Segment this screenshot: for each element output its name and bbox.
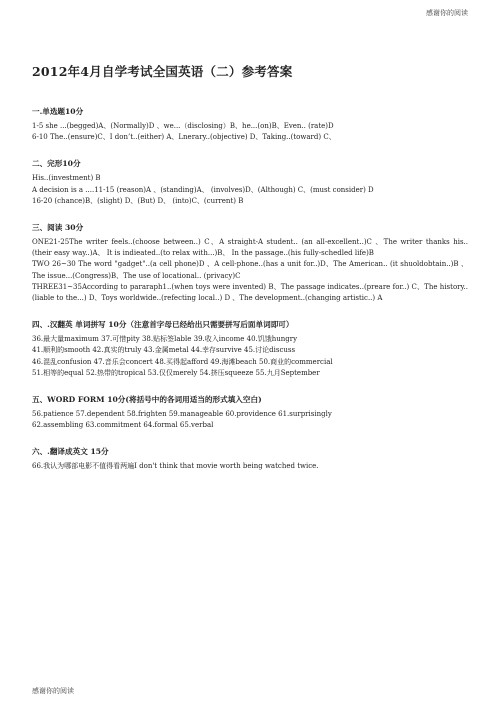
section-word-form — [32, 394, 468, 431]
answer-line: His..(investment) B — [32, 174, 101, 183]
reading-passage-one: ONE21-25The writer feels..(choose between..) C、A straight-A student.. (an all-excellent..)C 、The writer thanks his..(their easy way..)A、 It is indieated..(to relax with...)B、 In the passage..(his fully-schedled life)B — [32, 238, 468, 258]
section-heading: 二、完形10分 — [32, 159, 81, 169]
answer-line: 62.assembling 63.commitment 64.formal 65.verbal — [32, 421, 214, 430]
answer-line: 6-10 The..(ensure)C、I don’t..(either) A、Lnerary..(objective) D、Taking..(toward) C、 — [32, 133, 336, 142]
reading-passage-two: TWO 26~30 The word "gadget"..(a cell phone)D 、A cell-phone..(has a unit for..)D、The American.. (it shuoldobtain..)B 、The issue...(Congress)B、The use of locational.. (privacy)C — [32, 260, 468, 280]
answer-line: 56.patience 57.dependent 58.frighten 59.manageable 60.providence 61.surprisingly — [32, 410, 332, 419]
answer-line: A decision is a ....11-15 (reason)A 、(standing)A、 (involves)D、(Although) C、(must consider) D — [32, 185, 374, 194]
section-heading: 三、阅读 30分 — [32, 223, 84, 233]
answer-line: 46.混乱confusion 47.音乐会concert 48.买得起afford 49.海滩beach 50.商业的commercial — [32, 357, 333, 366]
section-heading: 五、WORD FORM 10分(将括号中的各词用适当的形式填入空白) — [32, 395, 262, 405]
section-cloze — [32, 158, 468, 207]
reading-passage-three: THREE31~35According to pararaph1..(when toys were invented) B、The passage indicates..(preare for..) C、The history..(liable to the...) D、Toys worldwide..(refecting local..) D 、The development..(changing artistic..) A — [32, 282, 468, 303]
section-translation — [32, 446, 468, 472]
answer-line: 1-5 she ...(begged)A、(Normally)D 、we...（disclosing）B、he...(on)B、Even.. (rate)D — [32, 122, 334, 130]
footer-note: 感谢你的阅读 — [32, 687, 74, 695]
section-heading: 六、.翻译成英文 15分 — [32, 447, 109, 457]
page-title: 2012年4月自学考试全国英语（二）参考答案 — [32, 64, 293, 79]
answer-line: 66.我认为哪部电影不值得看两遍I don't think that movie worth being watched twice. — [32, 462, 319, 471]
section-spelling — [32, 319, 468, 379]
section-single-choice — [32, 106, 468, 143]
answer-line: 41.顺利的smooth 42.真实的truly 43.金属metal 44.幸存survive 45.讨论discuss — [32, 346, 296, 355]
header-note: 感谢你的阅读 — [426, 9, 468, 17]
answer-document — [32, 62, 468, 482]
answer-line: 36.最大量maximum 37.可惜pity 38.贴标签lable 39.收入income 40.饥饿hungry — [32, 335, 298, 344]
answer-line: 16-20 (chance)B、(slight) D、(But) D、 (into)C、(current) B — [32, 196, 244, 205]
section-reading — [32, 222, 468, 304]
answer-line: 51.相等的equal 52.热带的tropical 53.仅仅merely 54.挤压squeeze 55.九月September — [32, 368, 320, 377]
section-heading: 四、.汉翻英 单词拼写 10分（注意首字母已经给出只需要拼写后面单词即可） — [32, 320, 294, 330]
section-heading: 一.单选题10分 — [32, 107, 84, 116]
